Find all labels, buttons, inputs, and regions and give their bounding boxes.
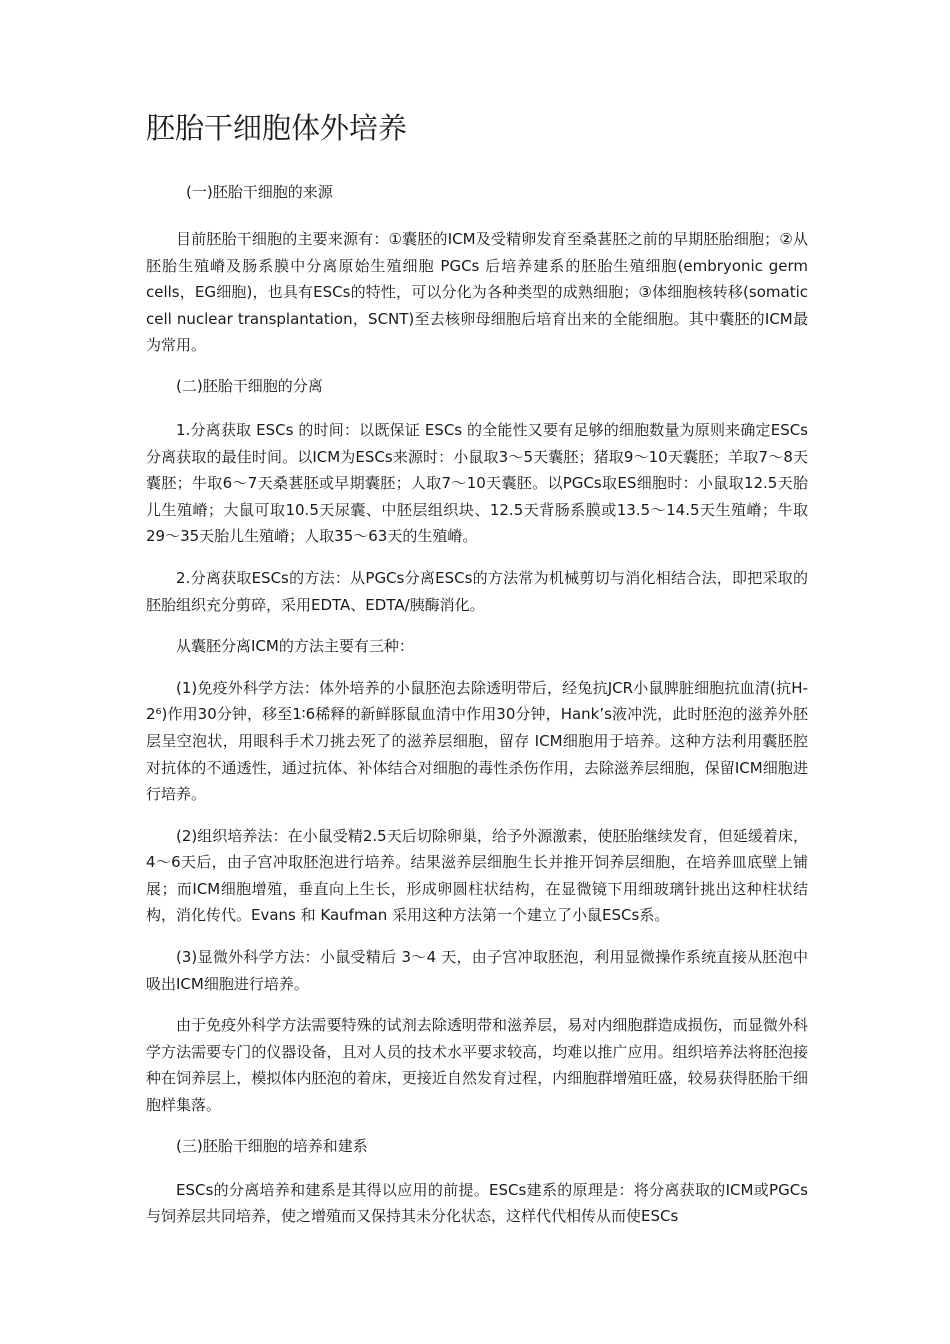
- paragraph-microsurgery: (3)显微外科学方法：小鼠受精后 3～4 天，由子宫冲取胚泡，利用显微操作系统直接从胚泡中吸出ICM细胞进行培养。: [146, 948, 808, 993]
- section-heading-source: (一)胚胎干细胞的来源: [186, 183, 333, 201]
- paragraph-isolation-method: 2.分离获取ESCs的方法：从PGCs分离ESCs的方法常为机械剪切与消化相结合法，即把采取的胚胎组织充分剪碎，采用EDTA、EDTA/胰酶消化。: [146, 568, 808, 614]
- document-title: 胚胎干细胞体外培养: [146, 111, 408, 145]
- paragraph-icm-methods-intro: 从囊胚分离ICM的方法主要有三种：: [176, 637, 414, 656]
- paragraph-method-comparison: 由于免疫外科学方法需要特殊的试剂去除透明带和滋养层，易对内细胞群造成损伤，而显微外科学方法需要专门的仪器设备，且对人员的技术水平要求较高，均难以推广应用。组织培养法将胚泡接种在饲养层上，模拟体内胚泡的着床，更接近自然发育过程，内细胞群增殖旺盛，较易获得胚胎干细胞样集落。: [146, 1016, 808, 1115]
- section-heading-isolation: (二)胚胎干细胞的分离: [176, 376, 323, 395]
- paragraph-sources: 目前胚胎干细胞的主要来源有：①囊胚的ICM及受精卵发育至桑葚胚之前的早期胚胎细胞；②从胚胎生殖嵴及肠系膜中分离原始生殖细胞 PGCs 后培养建系的胚胎生殖细胞(embryonic germ cells，EG细胞)，也具有ESCs的特性，可以分化为各种类型的成熟细胞；③体细胞核转移(somatic cell nuclear transplantation，SCNT)至去核卵母细胞后培育出来的全能细胞。其中囊胚的ICM最为常用。: [146, 230, 808, 355]
- paragraph-immunosurgery: (1)免疫外科学方法：体外培养的小鼠胚泡去除透明带后，经兔抗JCR小鼠脾脏细胞抗血清(抗H-2⁶)作用30分钟，移至1∶6稀释的新鲜豚鼠血清中作用30分钟，Hank’s液冲洗，此时胚泡的滋养外胚层呈空泡状，用眼科手术刀挑去死了的滋养层细胞，留存 ICM细胞用于培养。这种方法利用囊胚腔对抗体的不通透性，通过抗体、补体结合对细胞的毒性杀伤作用，去除滋养层细胞，保留ICM细胞进行培养。: [146, 678, 808, 804]
- document-page: [146, 104, 808, 1245]
- section-heading-culture: (三)胚胎干细胞的培养和建系: [176, 1136, 368, 1155]
- paragraph-tissue-culture: (2)组织培养法：在小鼠受精2.5天后切除卵巢，给予外源激素，使胚胎继续发育，但延缓着床，4～6天后，由子宫冲取胚泡进行培养。结果滋养层细胞生长并推开饲养层细胞，在培养皿底壁上铺展；而ICM细胞增殖，垂直向上生长，形成卵圆柱状结构，在显微镜下用细玻璃针挑出这种柱状结构，消化传代。Evans 和 Kaufman 采用这种方法第一个建立了小鼠ESCs系。: [146, 826, 808, 925]
- paragraph-culture-establishment: ESCs的分离培养和建系是其得以应用的前提。ESCs建系的原理是：将分离获取的ICM或PGCs与饲养层共同培养，使之增殖而又保持其未分化状态，这样代代相传从而使ESCs: [146, 1180, 808, 1226]
- paragraph-isolation-timing: 1.分离获取 ESCs 的时间：以既保证 ESCs 的全能性又要有足够的细胞数量为原则来确定ESCs分离获取的最佳时间。以ICM为ESCs来源时：小鼠取3～5天囊胚；猪取9～10天囊胚；羊取7～8天囊胚；牛取6～7天桑葚胚或早期囊胚；人取7～10天囊胚。以PGCs取ES细胞时：小鼠取12.5天胎儿生殖嵴；大鼠可取10.5天尿囊、中胚层组织块、12.5天背肠系膜或13.5～14.5天生殖嵴；牛取29～35天胎儿生殖嵴；人取35～63天的生殖嵴。: [146, 420, 808, 546]
